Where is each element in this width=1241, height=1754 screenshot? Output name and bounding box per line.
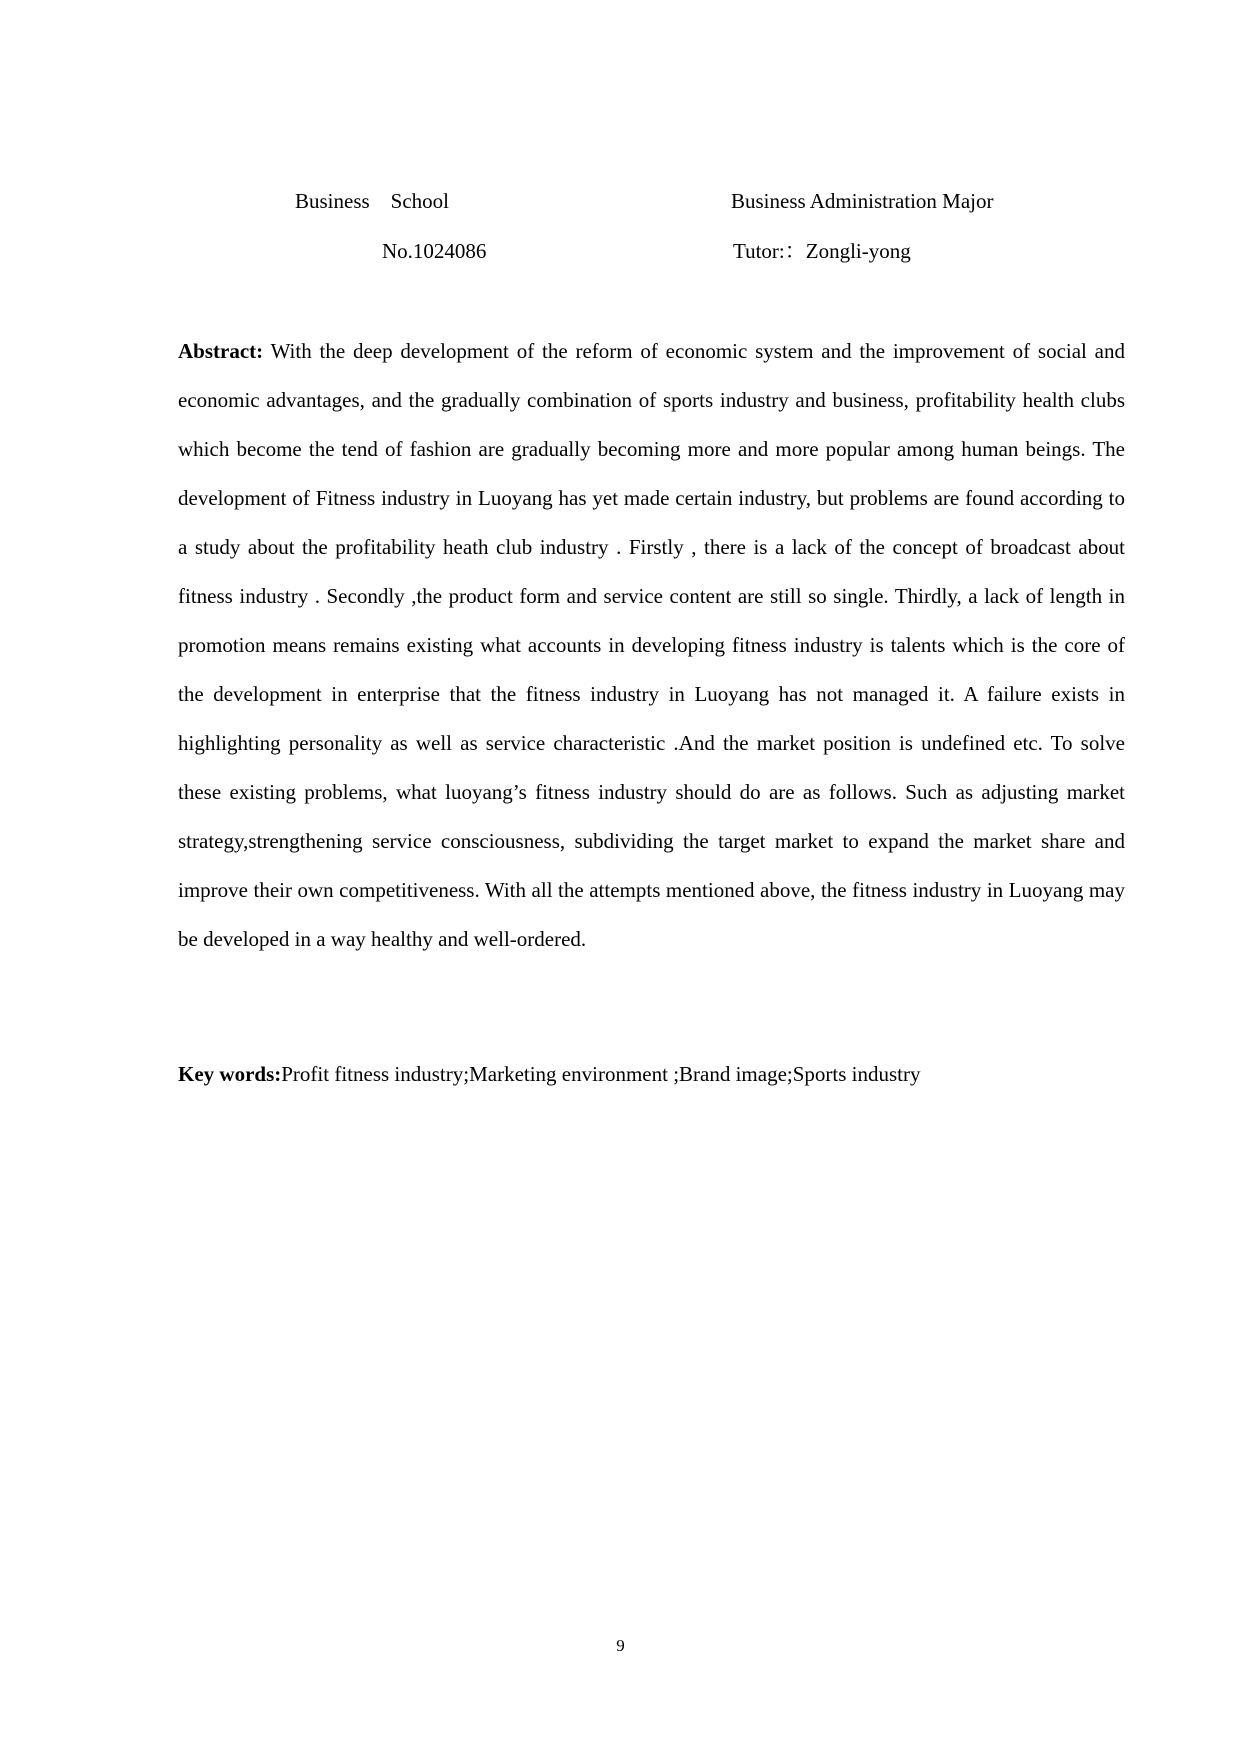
keywords-label: Key words:: [178, 1062, 282, 1086]
page-number: 9: [616, 1636, 625, 1655]
abstract-label: Abstract:: [178, 339, 264, 363]
abstract-text: With the deep development of the reform of economic system and the improvement of social and economic advantages, and the gradually combination of sports industry and business, profitability health clubs which become the tend of fashion are gradually becoming more and more popular among human beings. The development of Fitness industry in Luoyang has yet made certain industry, but problems are found according to a study about the profitability heath club industry . Firstly , there is a lack of the concept of broadcast about fitness industry . Secondly ,the product form and service content are still so single. Thirdly, a lack of length in promotion means remains existing what accounts in developing fitness industry is talents which is the core of the development in enterprise that the fitness industry in Luoyang has not managed it. A failure exists in highlighting personality as well as service characteristic .And the market position is undefined etc. To solve these existing problems, what luoyang’s fitness industry should do are as follows. Such as adjusting market strategy,strengthening service consciousness, subdividing the target market to expand the market share and improve their own competitiveness. With all the attempts mentioned above, the fitness industry in Luoyang may be developed in a way healthy and well-ordered.: [178, 339, 1126, 951]
major-name: Business Administration Major: [731, 189, 994, 213]
keywords-text: Profit fitness industry;Marketing environment ;Brand image;Sports industry: [281, 1062, 921, 1086]
keywords-paragraph: [178, 1060, 1125, 1088]
abstract-paragraph: [178, 327, 1125, 964]
student-number: No.1024086: [382, 239, 487, 263]
tutor-name: Tutor:：Zongli-yong: [733, 239, 911, 263]
school-name: Business School: [295, 189, 450, 213]
